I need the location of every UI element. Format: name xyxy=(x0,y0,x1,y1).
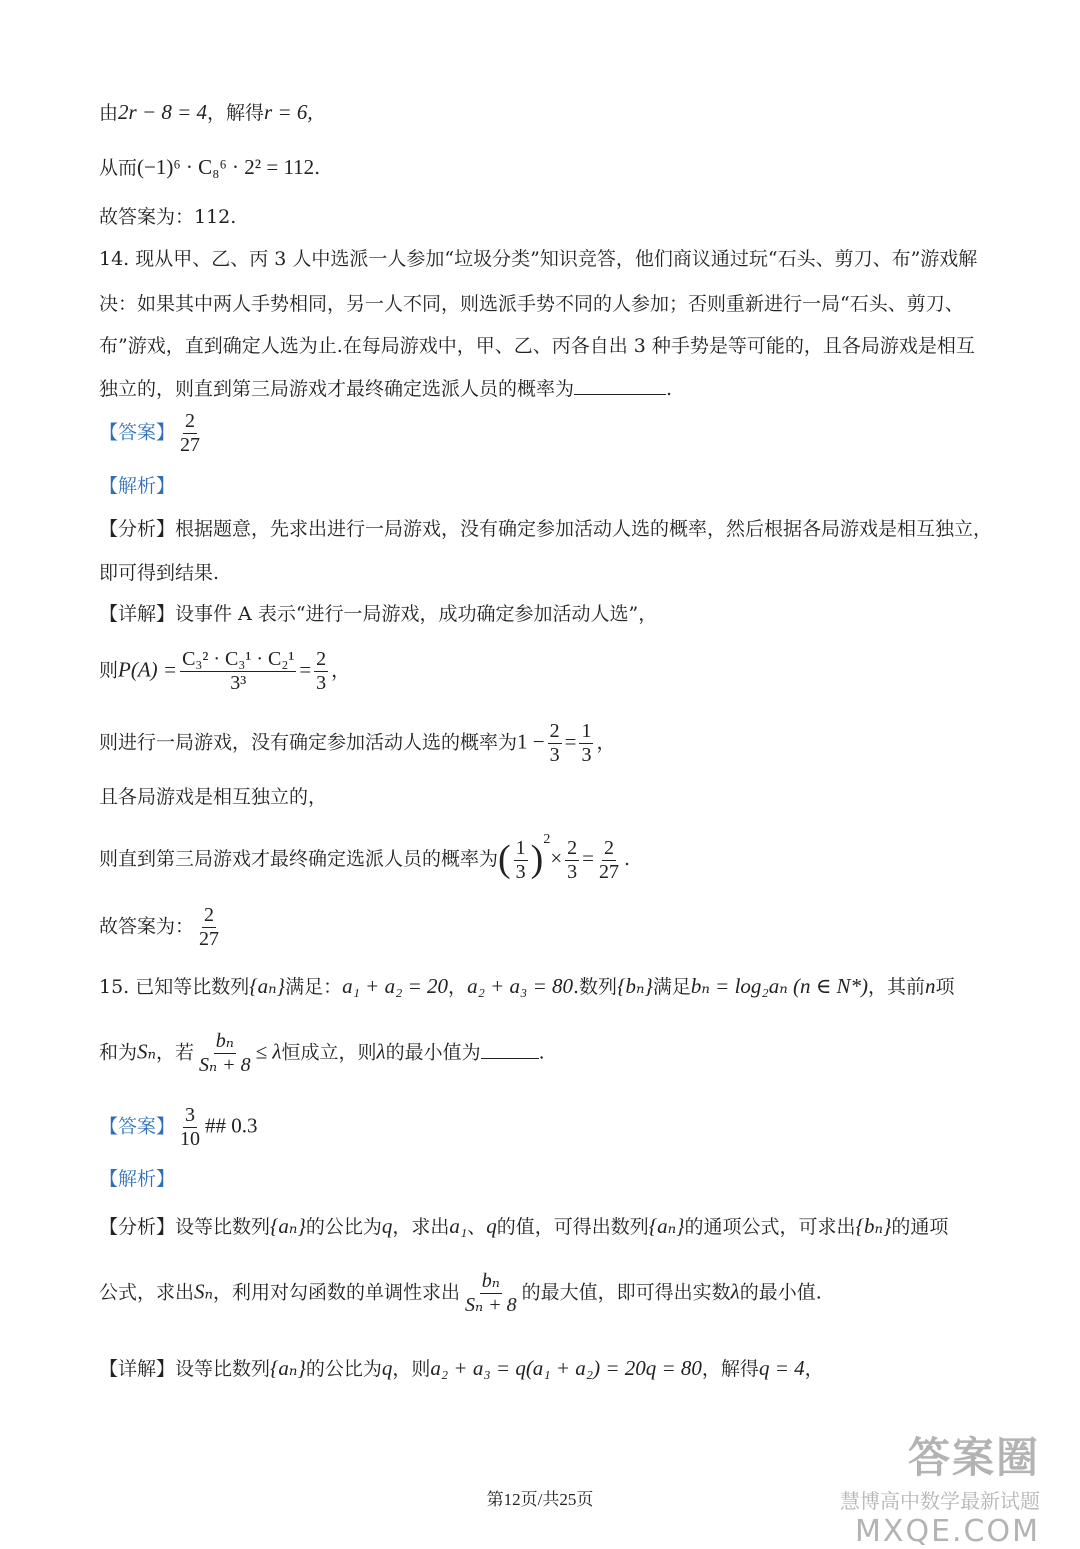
equation: 1 − xyxy=(517,729,545,754)
xiangjie-tag: 【详解】 xyxy=(99,1358,176,1380)
fraction xyxy=(197,904,221,951)
text: 的最小值. xyxy=(739,1281,822,1304)
equation: λ xyxy=(730,1279,740,1304)
text: 则 xyxy=(99,659,119,682)
q14-line-3 xyxy=(99,335,975,358)
denominator: Sₙ + 8 xyxy=(465,1294,517,1316)
denominator: 10 xyxy=(180,1128,201,1150)
equation: a₁ xyxy=(449,1214,468,1238)
denominator: 3 xyxy=(549,744,560,766)
text: 项 xyxy=(935,976,955,998)
numerator: 1 xyxy=(581,720,592,742)
text: . xyxy=(538,1041,545,1064)
fraction xyxy=(514,837,528,884)
answer-line xyxy=(99,206,236,229)
text: 的通项公式，可求出 xyxy=(684,1216,856,1238)
text: 即可得到结果. xyxy=(99,562,220,584)
equation: a₂ + a₃ = 80 xyxy=(467,974,574,998)
equation: a₁ + a₂ = 20 xyxy=(342,974,449,998)
fenxi-tag: 【分析】 xyxy=(99,518,176,540)
q15-analysis-tag xyxy=(99,1168,175,1191)
numerator: 1 xyxy=(515,836,526,859)
equation: q = 4 xyxy=(758,1356,805,1380)
text: 设等比数列 xyxy=(175,1216,271,1238)
denominator: 3 xyxy=(316,672,327,694)
equation: {aₙ} xyxy=(270,1356,306,1380)
text: 的公比为 xyxy=(305,1358,382,1380)
equation: a₂ + a₃ = q(a₁ + a₂) = 20q = 80 xyxy=(430,1356,702,1380)
denominator: 27 xyxy=(599,860,620,883)
answer-blank xyxy=(574,394,666,395)
text: ，利用对勾函数的单调性求出 xyxy=(213,1281,461,1304)
q15-line-2 xyxy=(99,1030,545,1077)
q14-analysis-tag xyxy=(99,475,175,498)
text: 15. 已知等比数列 xyxy=(99,976,250,998)
fenxi-tag: 【分析】 xyxy=(99,1216,176,1238)
q14-fenxi xyxy=(99,518,992,541)
text: ，求出 xyxy=(392,1216,450,1238)
text: 公式，求出 xyxy=(99,1281,195,1304)
fraction xyxy=(597,837,621,884)
analysis-tag: 【解析】 xyxy=(99,1168,176,1190)
text: 根据题意，先求出进行一局游戏，没有确定参加活动人选的概率，然后根据各局游戏是相互独立， xyxy=(175,518,993,540)
equation: = xyxy=(582,846,595,870)
fraction xyxy=(197,1030,253,1077)
watermark-brand: 慧博高中数学最新试题 xyxy=(840,1489,1040,1513)
fraction xyxy=(463,1270,519,1317)
fraction xyxy=(565,837,579,884)
denominator: 27 xyxy=(199,928,220,950)
text: 的通项 xyxy=(891,1216,949,1238)
numerator: bₙ xyxy=(215,1030,234,1052)
xiangjie-tag: 【详解】 xyxy=(99,603,176,625)
numerator: 3 xyxy=(185,1104,196,1126)
equation: Sₙ xyxy=(137,1039,157,1064)
text: 故答案为： xyxy=(99,915,195,938)
text: . xyxy=(666,378,673,400)
text: . xyxy=(624,848,631,870)
equation: × xyxy=(550,846,563,870)
equation: ## 0.3 xyxy=(205,1113,258,1138)
equation: P(A) = xyxy=(118,657,178,682)
exponent: 2 xyxy=(543,832,551,847)
q14-line-4 xyxy=(99,378,672,401)
text: 满足 xyxy=(652,976,691,998)
text: 的值，可得出数列 xyxy=(496,1216,649,1238)
text: . xyxy=(314,157,321,179)
denominator: Sₙ + 8 xyxy=(199,1054,251,1076)
text: 则进行一局游戏，没有确定参加活动人选的概率为 xyxy=(99,731,518,754)
text: ，若 xyxy=(156,1041,195,1064)
text: 独立的，则直到第三局游戏才最终确定选派人员的概率为 xyxy=(99,378,575,400)
text: 的最小值为 xyxy=(385,1041,481,1064)
numerator: 2 xyxy=(567,836,578,859)
left-paren: ( xyxy=(498,838,511,881)
text: 和为 xyxy=(99,1041,138,1064)
text: 且各局游戏是相互独立的， xyxy=(99,786,328,808)
answer-tag: 【答案】 xyxy=(99,1115,176,1138)
equation: (−1)⁶ · C₈⁶ · 2² = 112 xyxy=(137,155,315,179)
q15-xiangjie xyxy=(99,1356,824,1381)
text: 、 xyxy=(467,1216,487,1238)
numerator: 2 xyxy=(316,648,327,670)
q15-answer xyxy=(99,1104,258,1151)
numerator: 2 xyxy=(185,410,196,432)
equation: bₙ = log₂aₙ (n ∈ N*) xyxy=(690,974,869,998)
text: 由 xyxy=(99,102,119,124)
denominator: 3 xyxy=(567,860,578,883)
text: ，则 xyxy=(392,1358,431,1380)
text: .数列 xyxy=(573,976,618,998)
equation: {aₙ} xyxy=(648,1214,685,1238)
text: 故答案为：112. xyxy=(99,206,237,228)
text: 满足： xyxy=(285,976,343,998)
equation: q xyxy=(381,1356,393,1380)
q15-line-1 xyxy=(99,974,955,999)
numerator: 2 xyxy=(549,720,560,742)
fraction xyxy=(178,1104,202,1151)
q14-no-line xyxy=(99,720,615,767)
equation: {aₙ} xyxy=(249,974,286,998)
text: ， xyxy=(331,659,351,682)
text: ， xyxy=(448,976,468,998)
q15-fenxi xyxy=(99,1214,948,1239)
text: 的最大值，即可得出实数 xyxy=(521,1281,731,1304)
fraction xyxy=(548,720,562,767)
equation: ≤ λ xyxy=(255,1039,282,1064)
fraction xyxy=(579,720,593,767)
q14-indep-line xyxy=(99,786,327,809)
q14-xiangjie xyxy=(99,603,657,626)
equation: q xyxy=(381,1214,393,1238)
text: 设事件 A 表示“进行一局游戏，成功确定参加活动人选”， xyxy=(175,603,658,625)
equation: n xyxy=(925,974,936,998)
equation: = xyxy=(564,729,577,754)
q14-answer xyxy=(99,410,205,457)
equation: {bₙ} xyxy=(855,1214,892,1238)
answer-blank xyxy=(481,1058,539,1059)
equation: q xyxy=(486,1214,497,1238)
q14-pa-line xyxy=(99,648,350,695)
text: 14. 现从甲、乙、丙 3 人中选派一人参加“垃圾分类”知识竞答，他们商议通过玩“石头、剪刀、布”游戏解 xyxy=(99,248,978,270)
text: ， xyxy=(596,731,616,754)
equation: λ xyxy=(376,1039,386,1064)
watermark-site: MXQE.COM xyxy=(855,1514,1040,1549)
q14-final-line xyxy=(99,832,630,884)
text: ， xyxy=(804,1358,824,1380)
text: 的公比为 xyxy=(305,1216,382,1238)
text: 设等比数列 xyxy=(175,1358,271,1380)
numerator: 2 xyxy=(204,904,215,926)
right-paren: ) xyxy=(530,838,544,881)
numerator: bₙ xyxy=(481,1270,500,1292)
equation: Sₙ xyxy=(194,1279,214,1304)
q14-line-1 xyxy=(99,248,977,271)
equation: = xyxy=(299,657,312,682)
text: ，解得 xyxy=(207,102,265,124)
watermark-logo: 答案圈 xyxy=(907,1433,1040,1482)
solution-line-2 xyxy=(99,155,320,180)
fraction xyxy=(180,648,296,695)
text: ，解得 xyxy=(701,1358,759,1380)
q15-fenxi-2 xyxy=(99,1270,822,1317)
equation: {bₙ} xyxy=(617,974,653,998)
q14-fenxi-2 xyxy=(99,562,219,585)
denominator: 27 xyxy=(180,434,201,456)
analysis-tag: 【解析】 xyxy=(99,475,176,497)
fraction xyxy=(178,410,202,457)
solution-line-1 xyxy=(99,100,313,125)
answer-tag: 【答案】 xyxy=(99,421,176,444)
q14-line-2 xyxy=(99,293,964,316)
text: 布”游戏，直到确定人选为止.在每局游戏中，甲、乙、丙各自出 3 种手势是等可能的，且各局游戏是相互 xyxy=(99,335,975,357)
numerator: C₃² · C₃¹ · C₂¹ xyxy=(182,648,295,670)
text: 则直到第三局游戏才最终确定选派人员的概率为 xyxy=(99,848,499,870)
equation: {aₙ} xyxy=(270,1214,306,1238)
text: 决：如果其中两人手势相同，另一人不同，则选派手势不同的人参加；否则重新进行一局“石头、剪刀、 xyxy=(99,293,964,315)
text: 恒成立，则 xyxy=(281,1041,377,1064)
text: 从而 xyxy=(99,157,138,179)
denominator: 3³ xyxy=(230,672,247,694)
equation: r = 6, xyxy=(264,100,313,124)
q14-gudaan xyxy=(99,904,224,951)
text: ，其前 xyxy=(868,976,926,998)
equation: 2r − 8 = 4 xyxy=(118,100,208,124)
denominator: 3 xyxy=(515,860,526,883)
page-footer: 第12页/共25页 xyxy=(486,1490,594,1509)
numerator: 2 xyxy=(604,836,615,859)
fraction xyxy=(314,648,328,695)
denominator: 3 xyxy=(581,744,592,766)
